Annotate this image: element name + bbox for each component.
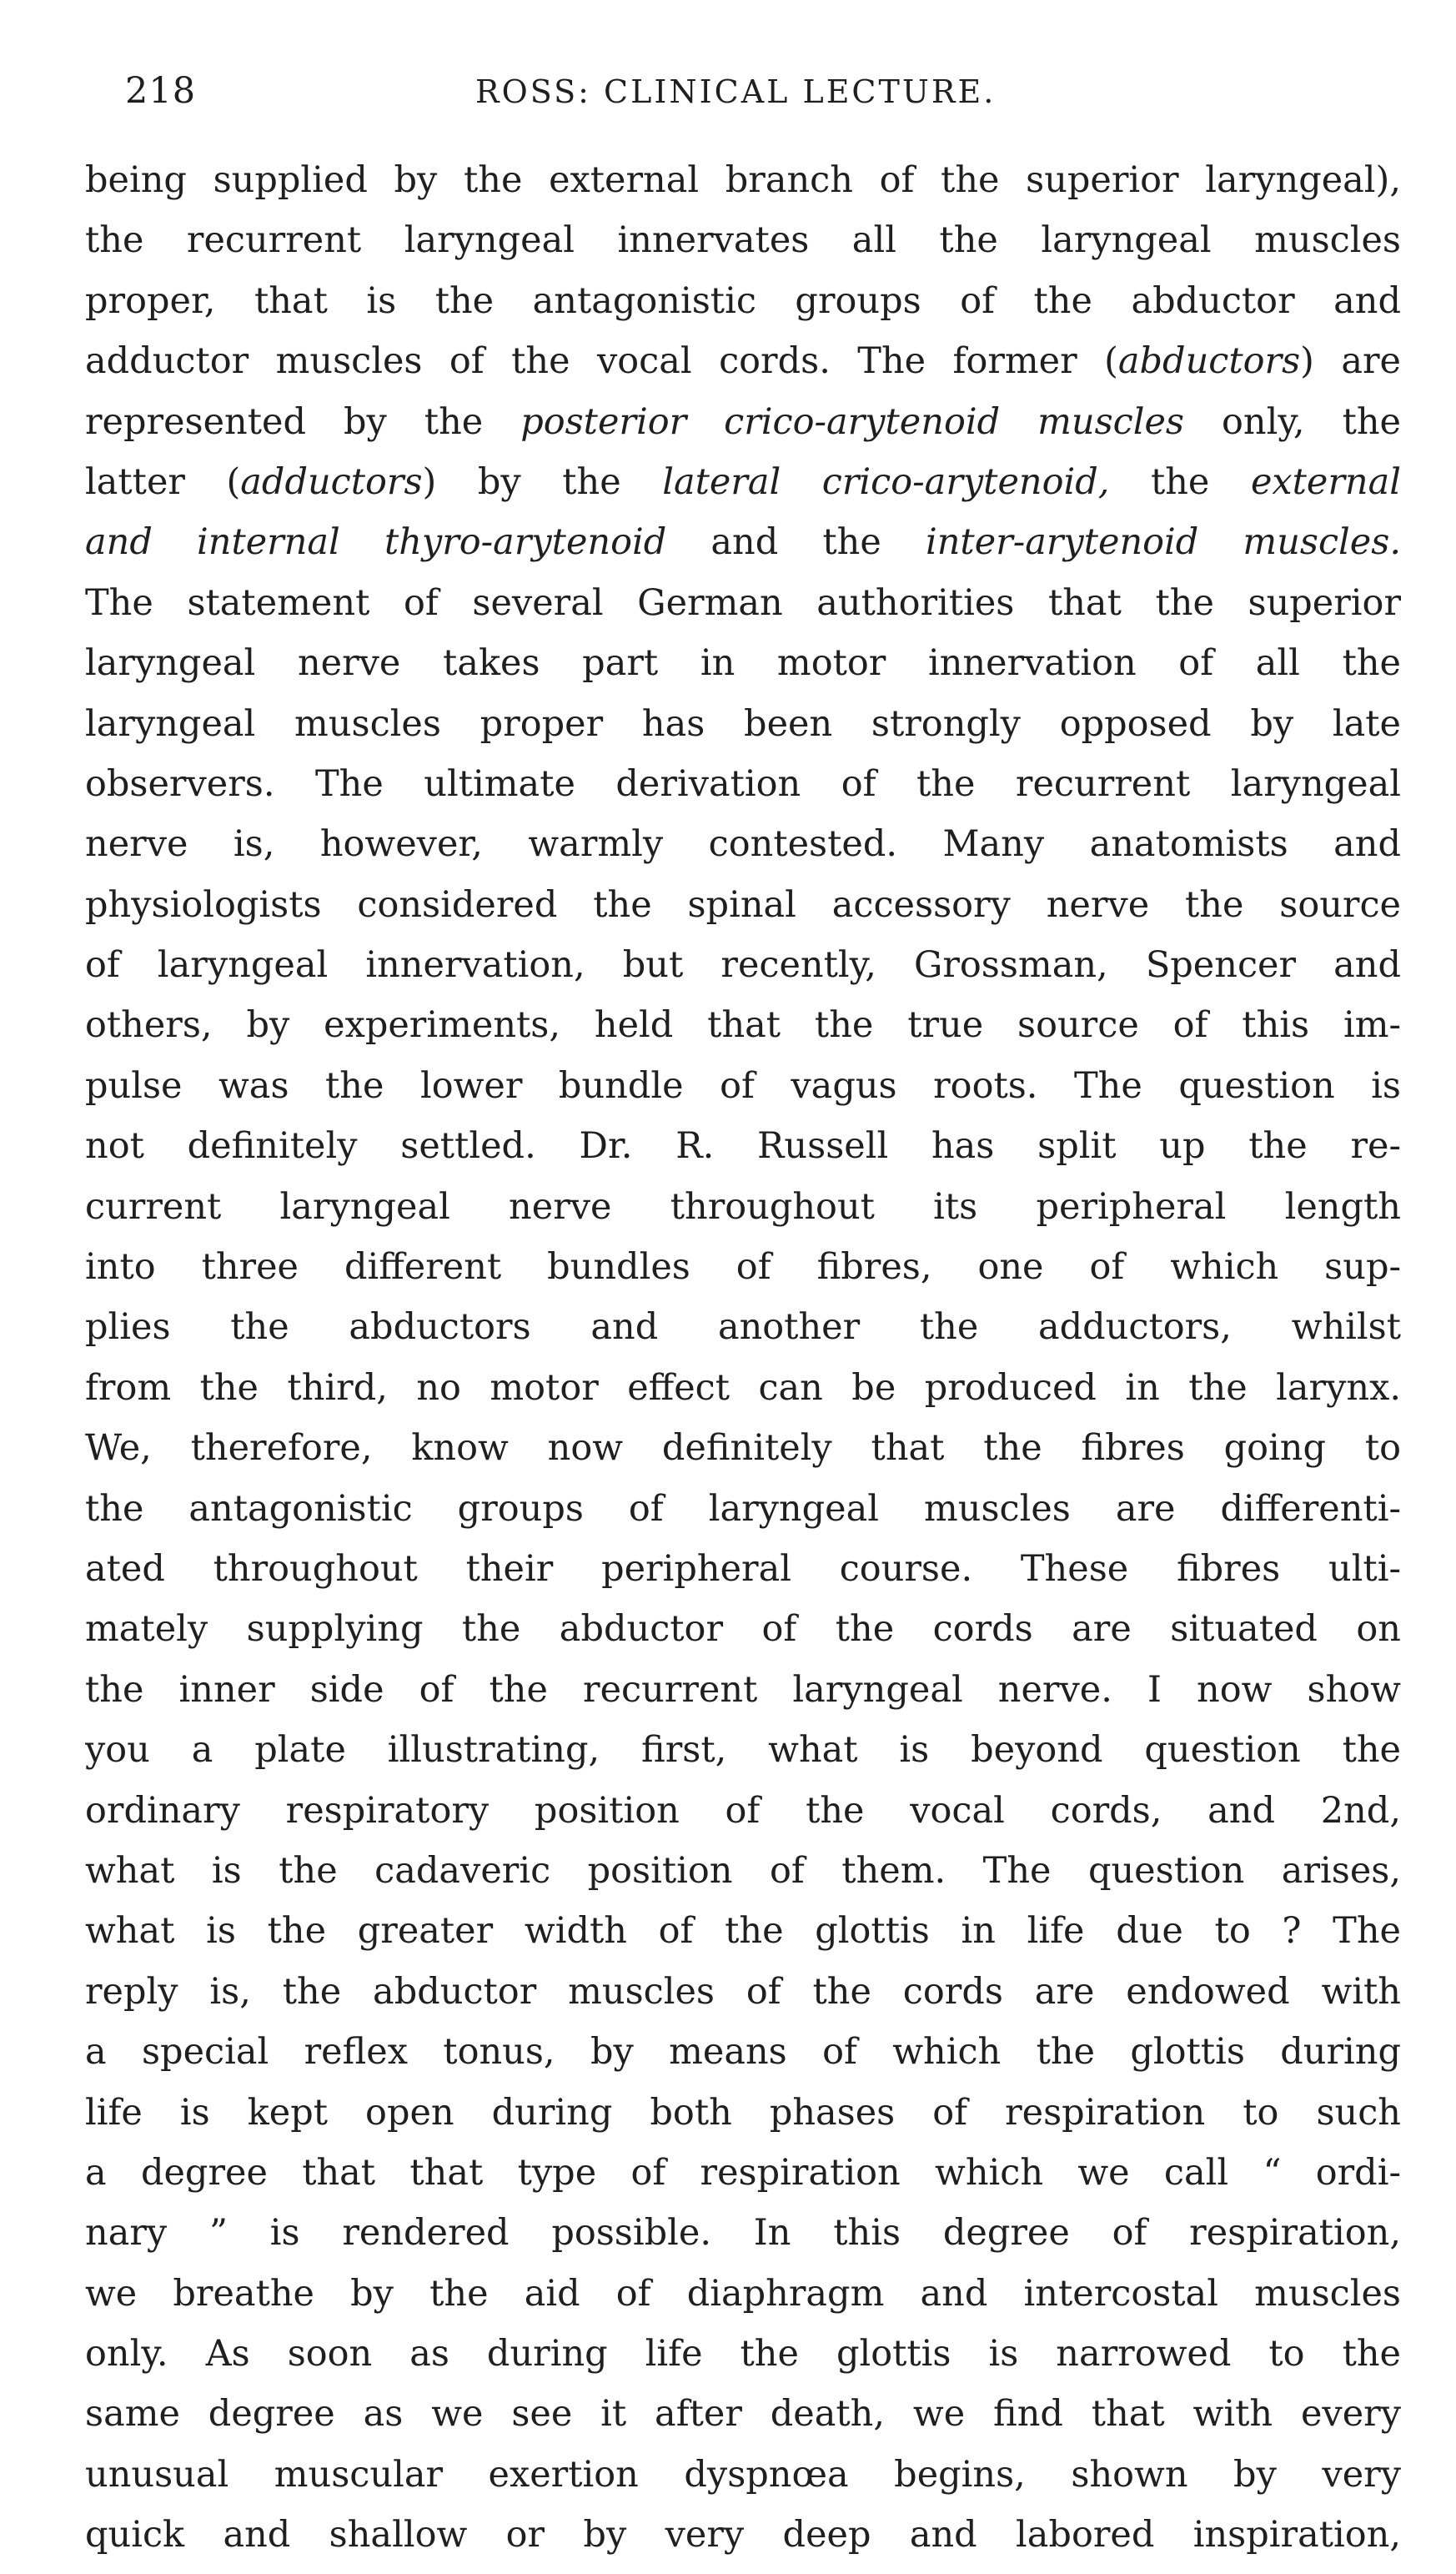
text-line [85, 2022, 1401, 2082]
text-line [85, 1237, 1401, 1297]
text-line [85, 2384, 1401, 2444]
text-run: being supplied by the external branch of the superior laryngeal), [85, 159, 1401, 201]
italic-term: lateral crico-arytenoid, [662, 460, 1110, 503]
text-run: into three different bundles of fibres, one of which sup- [85, 1246, 1401, 1289]
text-run: others, by experiments, held that the true source of this im- [85, 1004, 1401, 1047]
text-run: a degree that that type of respiration which we call “ ordi- [85, 2151, 1401, 2194]
text-line [85, 210, 1401, 270]
text-run: same degree as we see it after death, we find that with every [85, 2393, 1401, 2436]
text-line [85, 1962, 1401, 2022]
body-text [85, 150, 1401, 2566]
text-line [85, 1358, 1401, 1418]
text-line [85, 2264, 1401, 2324]
text-line [85, 935, 1401, 995]
text-run: from the third, no motor effect can be produced in the larynx. [85, 1366, 1401, 1409]
text-run: a special reflex tonus, by means of which the glottis during [85, 2031, 1401, 2074]
text-line [85, 512, 1401, 572]
italic-term: and internal thyro-arytenoid [85, 521, 667, 564]
text-line [85, 1660, 1401, 1720]
text-run: laryngeal nerve takes part in motor innervation of all the [85, 642, 1401, 685]
text-run: pulse was the lower bundle of vagus roots. The question is [85, 1064, 1401, 1107]
text-run: what is the greater width of the glottis in life due to ? The [85, 1910, 1401, 1953]
text-run: observers. The ultimate derivation of the recurrent laryngeal [85, 762, 1401, 805]
text-line [85, 1599, 1401, 1659]
text-line [85, 271, 1401, 331]
text-line [85, 694, 1401, 754]
text-run: plies the abductors and another the adductors, whilst [85, 1306, 1401, 1349]
running-title: ROSS: CLINICAL LECTURE. [475, 73, 997, 110]
text-line [85, 1841, 1401, 1901]
text-run: The statement of several German authorities that the superior [85, 581, 1401, 624]
text-run: We, therefore, know now definitely that the fibres going to [85, 1427, 1401, 1470]
text-run: ordinary respiratory position of the vocal cords, and 2nd, [85, 1789, 1401, 1832]
text-run: latter ( [85, 460, 241, 503]
text-run: nary ” is rendered possible. In this degree of respiration, [85, 2212, 1401, 2255]
text-line [85, 2505, 1401, 2565]
text-run: quick and shallow or by very deep and labored inspiration, [85, 2514, 1401, 2556]
text-line [85, 2083, 1401, 2143]
italic-term: inter-arytenoid muscles. [925, 521, 1401, 564]
text-run: nerve is, however, warmly contested. Many anatomists and [85, 823, 1401, 866]
text-run: current laryngeal nerve throughout its peripheral length [85, 1185, 1401, 1228]
text-run: ) are [1300, 340, 1401, 383]
text-run: and the [666, 521, 926, 564]
text-run: we breathe by the aid of diaphragm and intercostal muscles [85, 2272, 1401, 2315]
italic-term: adductors [240, 460, 423, 503]
italic-term: external [1250, 460, 1401, 503]
text-line [85, 573, 1401, 633]
text-line [85, 452, 1401, 512]
text-line [85, 1177, 1401, 1237]
text-run: adductor muscles of the vocal cords. The former ( [85, 340, 1118, 383]
text-line [85, 1720, 1401, 1780]
text-run: the antagonistic groups of laryngeal muscles are differenti- [85, 1487, 1401, 1530]
page-number: 218 [125, 70, 197, 112]
running-head [125, 70, 1401, 128]
text-run: what is the cadaveric position of them. The question arises, [85, 1849, 1401, 1892]
text-line [85, 1056, 1401, 1116]
text-run: proper, that is the antagonistic groups of the abductor and [85, 279, 1401, 322]
text-run: life is kept open during both phases of respiration to such [85, 2091, 1401, 2134]
text-line [85, 754, 1401, 814]
text-line [85, 2203, 1401, 2263]
text-line [85, 1539, 1401, 1599]
text-line [85, 2324, 1401, 2384]
text-line [85, 875, 1401, 935]
text-run: only, the [1184, 400, 1401, 443]
text-line [85, 1901, 1401, 1961]
text-line [85, 150, 1401, 210]
text-run: laryngeal muscles proper has been strongly opposed by late [85, 702, 1401, 745]
text-run: only. As soon as during life the glottis is narrowed to the [85, 2333, 1401, 2375]
text-line [85, 633, 1401, 693]
text-line [85, 1781, 1401, 1841]
text-line [85, 1116, 1401, 1176]
text-run: represented by the [85, 400, 521, 443]
text-line [85, 1479, 1401, 1539]
text-line [85, 331, 1401, 391]
text-line [85, 1418, 1401, 1478]
italic-term: posterior crico-arytenoid muscles [520, 400, 1184, 443]
text-run: mately supplying the abductor of the cords are situated on [85, 1608, 1401, 1651]
text-run: the recurrent laryngeal innervates all the laryngeal muscles [85, 219, 1401, 262]
text-run: physiologists considered the spinal accessory nerve the source [85, 883, 1401, 926]
text-line [85, 392, 1401, 452]
text-line [85, 2445, 1401, 2505]
text-line [85, 2143, 1401, 2203]
text-run: reply is, the abductor muscles of the cords are endowed with [85, 1970, 1401, 2013]
text-run: the [1109, 460, 1251, 503]
text-line [85, 995, 1401, 1055]
text-run: unusual muscular exertion dyspnœa begins, shown by very [85, 2453, 1401, 2496]
text-line [85, 1297, 1401, 1357]
italic-term: abductors [1117, 340, 1301, 383]
text-run: you a plate illustrating, first, what is beyond question the [85, 1729, 1401, 1772]
text-line [85, 814, 1401, 874]
text-run: of laryngeal innervation, but recently, Grossman, Spencer and [85, 944, 1401, 987]
text-run: ) by the [422, 460, 663, 503]
text-run: ated throughout their peripheral course. These fibres ulti- [85, 1547, 1401, 1590]
text-run: the inner side of the recurrent laryngeal nerve. I now show [85, 1668, 1401, 1711]
text-run: not definitely settled. Dr. R. Russell has split up the re- [85, 1125, 1401, 1168]
